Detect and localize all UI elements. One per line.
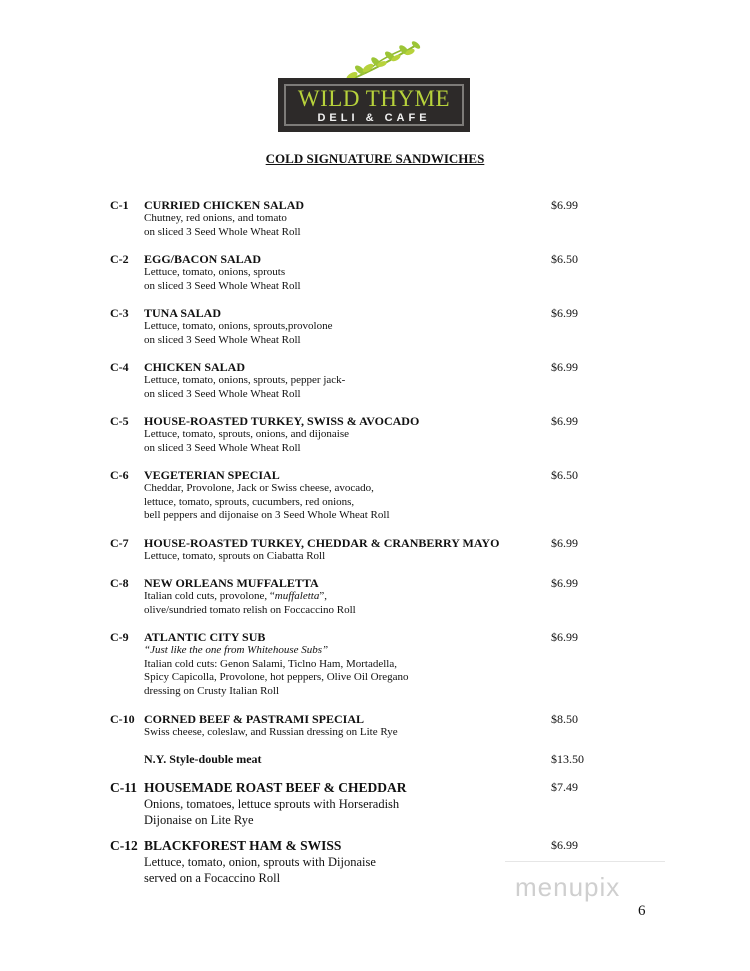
logo	[278, 40, 470, 132]
item-name: EGG/BACON SALAD	[144, 252, 262, 266]
item-description: Cheddar, Provolone, Jack or Swiss cheese, avocado, lettuce, tomato, sprouts, cucumbers, red onions, bell peppers and dijonaise on 3 Seed Whole Wheat Roll	[144, 482, 390, 521]
section-title: COLD SIGNUATURE SANDWICHES	[265, 151, 485, 166]
watermark-line	[505, 861, 665, 862]
item-name: HOUSE-ROASTED TURKEY, CHEDDAR & CRANBERRY MAYO	[144, 536, 500, 550]
item-description: Italian cold cuts, provolone, “muffaletta”, olive/sundried tomato relish on Foccaccino Roll	[144, 590, 356, 616]
item-price: $13.50	[551, 752, 584, 766]
item-name: CORNED BEEF & PASTRAMI SPECIAL	[144, 712, 365, 726]
item-description: Lettuce, tomato, onions, sprouts on sliced 3 Seed Whole Wheat Roll	[144, 266, 301, 292]
item-name: N.Y. Style-double meat	[144, 752, 262, 766]
item-name: CURRIED CHICKEN SALAD	[144, 198, 305, 212]
item-description: Lettuce, tomato, onions, sprouts,provolone on sliced 3 Seed Whole Wheat Roll	[144, 320, 333, 346]
item-code: C-12	[110, 838, 138, 853]
item-name: BLACKFOREST HAM & SWISS	[144, 838, 342, 853]
item-name: ATLANTIC CITY SUB	[144, 630, 266, 644]
item-price: $6.99	[551, 536, 578, 550]
logo-name: WILD THYME	[297, 86, 451, 111]
item-tagline: “Just like the one from Whitehouse Subs”	[144, 644, 329, 656]
item-code: C-4	[110, 360, 129, 374]
item-code: C-2	[110, 252, 129, 266]
item-price: $8.50	[551, 712, 578, 726]
item-description: Onions, tomatoes, lettuce sprouts with Horseradish Dijonaise on Lite Rye	[144, 797, 400, 827]
item-price: $6.99	[551, 630, 578, 644]
item-description: Swiss cheese, coleslaw, and Russian dressing on Lite Rye	[144, 726, 398, 738]
item-code: C-9	[110, 630, 129, 644]
item-code: C-3	[110, 306, 129, 320]
item-price: $6.50	[551, 252, 578, 266]
item-description: Lettuce, tomato, onion, sprouts with Dijonaise served on a Focaccino Roll	[144, 855, 376, 885]
logo-subtitle: DELI & CAFE	[317, 112, 431, 124]
item-price: $6.99	[551, 838, 578, 852]
page-number: 6	[638, 903, 646, 919]
item-price: $7.49	[551, 780, 578, 794]
item-code: C-1	[110, 198, 129, 212]
item-description: Lettuce, tomato, onions, sprouts, pepper jack- on sliced 3 Seed Whole Wheat Roll	[144, 374, 346, 400]
item-code: C-10	[110, 712, 135, 726]
item-price: $6.99	[551, 576, 578, 590]
item-code: C-7	[110, 536, 129, 550]
item-name: HOUSE-ROASTED TURKEY, SWISS & AVOCADO	[144, 414, 420, 428]
watermark: menupix	[515, 872, 621, 902]
item-code: C-6	[110, 468, 129, 482]
item-description: “Just like the one from Whitehouse Subs” Italian cold cuts: Genon Salami, Ticlno Ham, Mortadella, Spicy Capicolla, Provolone, hot peppers, Olive Oil Oregano dressing on Crusty Italian Roll	[144, 644, 409, 697]
item-price: $6.99	[551, 198, 578, 212]
item-name: TUNA SALAD	[144, 306, 222, 320]
item-code: C-5	[110, 414, 129, 428]
item-name: VEGETERIAN SPECIAL	[144, 468, 280, 482]
item-name: NEW ORLEANS MUFFALETTA	[144, 576, 319, 590]
item-description: Chutney, red onions, and tomato on sliced 3 Seed Whole Wheat Roll	[144, 212, 301, 238]
item-price: $6.99	[551, 360, 578, 374]
item-code: C-8	[110, 576, 129, 590]
item-name: CHICKEN SALAD	[144, 360, 246, 374]
item-description: Lettuce, tomato, sprouts, onions, and dijonaise on sliced 3 Seed Whole Wheat Roll	[144, 428, 349, 454]
item-price: $6.99	[551, 306, 578, 320]
item-code: C-11	[110, 780, 137, 795]
item-description: Lettuce, tomato, sprouts on Ciabatta Roll	[144, 550, 326, 562]
item-price: $6.99	[551, 414, 578, 428]
item-price: $6.50	[551, 468, 578, 482]
item-name: HOUSEMADE ROAST BEEF & CHEDDAR	[144, 780, 407, 795]
